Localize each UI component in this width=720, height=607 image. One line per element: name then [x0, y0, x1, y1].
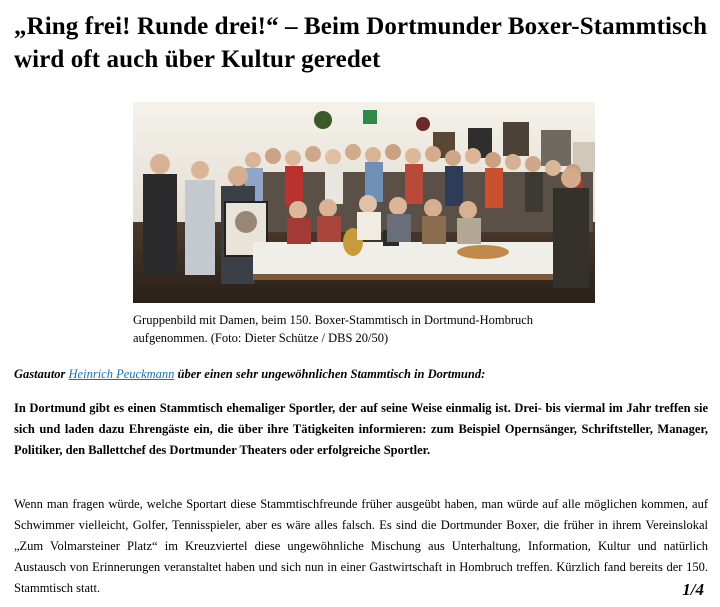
group-photo: [133, 102, 595, 303]
page-number: 1/4: [682, 580, 704, 599]
byline: [14, 367, 714, 382]
author-link[interactable]: Heinrich Peuckmann: [68, 367, 175, 381]
body-paragraph: Wenn man fragen würde, welche Sportart diese Stammtischfreunde früher ausgeübt haben, man würde auf alle möglichen kommen, auf Schwimmer vielleicht, Golfer, Tennisspieler, aber es wäre alles falsch. Es sind die Dortmunder Boxer, die früher in ihrem Vereinslokal „Zum Volmarsteiner Platz“ im Kreuzviertel diese ungewöhnliche Mischung aus Unterhaltung, Information, Kultur und natürlich Austausch von Erinnerungen veranstaltet haben und sich nun in einer Gastwirtschaft in Hombruch treffen. Kürzlich fand bereits der 150. Stammtisch statt.: [14, 497, 708, 595]
byline-prefix: Gastautor: [14, 367, 66, 381]
lead-paragraph: In Dortmund gibt es einen Stammtisch ehemaliger Sportler, der auf seine Weise einmalig ist. Drei- bis viermal im Jahr treffen sie sich und laden dazu Ehrengäste ein, die über ihre Tätigkeiten informieren: zum Beispiel Opernsänger, Schriftsteller, Manager, Politiker, den Ballettchef des Dortmunder Theaters oder erfolgreiche Sportler.: [14, 401, 708, 457]
byline-suffix: über einen sehr ungewöhnlichen Stammtisch in Dortmund:: [177, 367, 486, 381]
article-headline: „Ring frei! Runde drei!“ – Beim Dortmunder Boxer-Stammtisch wird oft auch über Kultur geredet: [14, 13, 708, 73]
photo-caption: Gruppenbild mit Damen, beim 150. Boxer-Stammtisch in Dortmund-Hombruch aufgenommen. (Foto: Dieter Schütze / DBS 20/50): [133, 313, 534, 345]
